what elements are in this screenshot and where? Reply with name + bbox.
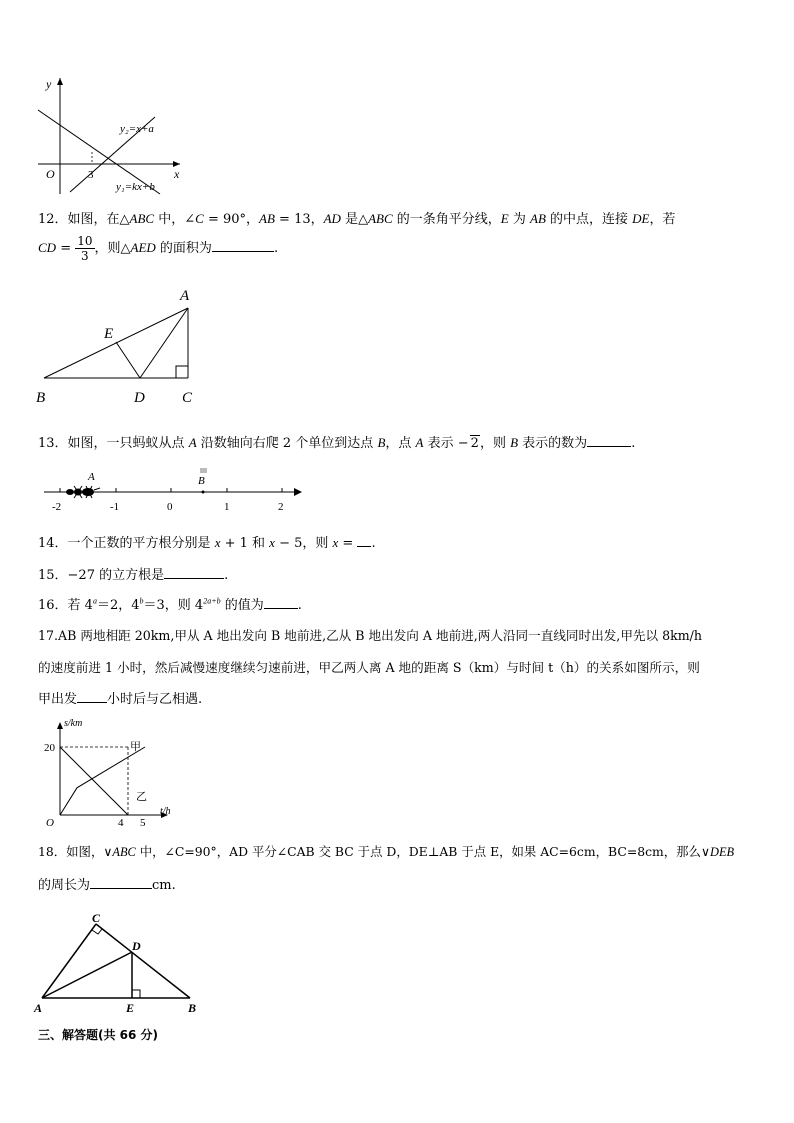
q12-triangle-figure: [30, 282, 210, 410]
answer-blank: [357, 534, 371, 547]
answer-blank: [77, 690, 107, 703]
vertex-E: E: [126, 1001, 135, 1015]
vertex-D: D: [132, 939, 141, 953]
fraction-10-3: $\frac{10}{3}$: [77, 234, 93, 263]
tick-label: 1: [224, 501, 230, 513]
vertex-B: B: [188, 1001, 197, 1015]
q11-coordinate-figure: [30, 72, 200, 200]
line-y1-label: y₁=kx+b: [116, 181, 155, 193]
q18-triangle-figure: [30, 904, 210, 1018]
y-axis-label: s/km: [64, 718, 83, 729]
section-3-heading: 三、解答题(共 66 分): [38, 1028, 159, 1042]
vertex-A: A: [34, 1001, 43, 1015]
q18-line2: 的周长为 cm.: [38, 878, 176, 893]
point-B-label: B: [198, 475, 205, 487]
y-axis-label: y: [46, 77, 52, 91]
tick-label: 0: [167, 501, 173, 513]
q14-line: 14．一个正数的平方根分别是 x + 1 和 x − 5，则 x = .: [38, 535, 376, 551]
x-axis-label: t/h: [160, 806, 171, 817]
answer-blank: [212, 239, 274, 252]
line-y2-label: y₂=x+a: [120, 123, 154, 135]
q17-distance-time-chart: [38, 712, 188, 830]
answer-blank: [164, 566, 224, 579]
tick-label: 2: [278, 501, 284, 513]
tick-5: 5: [140, 817, 146, 829]
vertex-A: A: [180, 288, 190, 304]
tick-label: -1: [110, 501, 120, 513]
vertex-C: C: [92, 911, 101, 925]
origin-label: O: [46, 817, 54, 829]
x-axis-label: x: [174, 167, 180, 181]
vertex-B: B: [36, 390, 46, 406]
q13-line: 13．如图，一只蚂蚁从点 A 沿数轴向右爬 2 个单位到达点 B，点 A 表示 − 2，则 B 表示的数为 .: [38, 435, 636, 451]
q15-line: 15．−27 的立方根是 .: [38, 568, 229, 583]
q17-line3: 甲出发 小时后与乙相遇.: [38, 692, 203, 707]
series-yi-label: 乙: [136, 791, 147, 803]
q12-line2: CD = $\frac{10}{3}$ ，则△AED 的面积为 .: [38, 234, 279, 263]
answer-blank: [587, 434, 631, 447]
series-jia-label: 甲: [130, 741, 141, 753]
q17-line2: 的速度前进 1 小时，然后减慢速度继续匀速前进，甲乙两人离 A 地的距离 S（km）与时间 t（h）的关系如图所示，则: [38, 660, 700, 675]
q13-number-line: [38, 466, 308, 514]
answer-blank: [90, 876, 152, 889]
q12-line1: 12．如图，在△ABC 中，∠C = 90°，AB = 13，AD 是△ABC 的一条角平分线，E 为 AB 的中点，连接 DE，若: [38, 211, 676, 227]
tick-20: 20: [44, 742, 55, 754]
vertex-E: E: [104, 326, 114, 342]
sqrt-2: 2: [470, 436, 479, 451]
point-A-label: A: [88, 471, 95, 483]
origin-label: O: [46, 167, 55, 181]
series-line-yi: [60, 747, 128, 815]
tick-3: 3: [88, 169, 94, 181]
tick-label: -2: [52, 501, 62, 513]
q18-line1: 18．如图，∨ABC 中，∠C=90°，AD 平分∠CAB 交 BC 于点 D，DE⊥AB 于点 E，如果 AC=6cm，BC=8cm，那么∨DEB: [38, 844, 735, 859]
q17-line1: 17.AB 两地相距 20km,甲从 A 地出发向 B 地前进,乙从 B 地出发向 A 地前进,两人沿同一直线同时出发,甲先以 8km/h: [38, 628, 703, 643]
answer-blank: [264, 596, 298, 609]
vertex-C: C: [182, 390, 193, 406]
series-line-jia: [60, 747, 145, 815]
vertex-D: D: [134, 390, 145, 406]
tick-4: 4: [118, 817, 124, 829]
q16-line: 16．若 $4^a=2$，$4^b=3$，则 $4^{2a+b}$ 的值为 .: [38, 596, 302, 613]
